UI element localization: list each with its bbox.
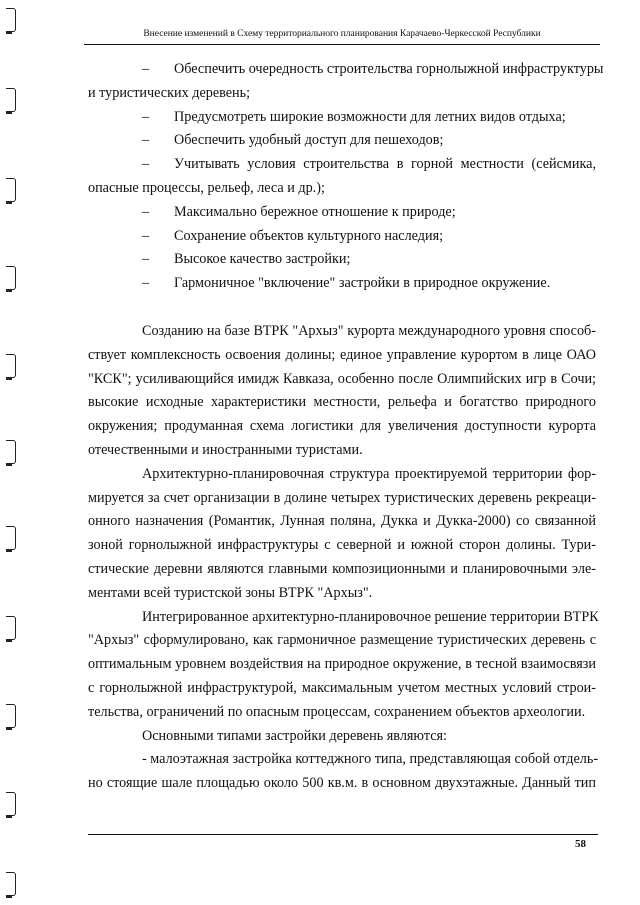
binder-ring	[6, 8, 16, 32]
paragraph-line: высокие исходные характеристики местности, рельефа и богатство природного	[88, 394, 596, 411]
binder-ring	[6, 266, 16, 290]
bullet-dash: –	[142, 132, 150, 149]
paragraph-line: тельства, ограничений по опасным процессам, сохранением объектов археологии.	[88, 703, 586, 720]
paragraph-line: Интегрированное архитектурно-планировочное решение территории ВТРК	[142, 608, 599, 625]
paragraph-line: "Архыз" сформулировано, как гармоничное размещение туристических деревень с	[88, 632, 596, 649]
running-header: Внесение изменений в Схему территориального планирования Карачаево-Черкесской Республики	[143, 28, 541, 39]
bullet-continuation: опасные процессы, рельеф, леса и др.);	[88, 179, 325, 196]
binder-ring	[6, 526, 16, 550]
paragraph-line: окружения; продуманная схема логистики для увеличения доступности курорта	[88, 418, 596, 435]
footer-rule	[88, 834, 598, 835]
paragraph-line: с горнолыжной инфраструктурой, максимальным учетом местных условий строи-	[88, 679, 596, 696]
bullet-dash: –	[142, 203, 150, 220]
bullet-dash: –	[142, 156, 150, 173]
paragraph-line: - малоэтажная застройка коттеджного типа, представляющая собой отдель-	[142, 751, 599, 768]
paragraph-line: ментами всей туристской зоны ВТРК "Архыз".	[88, 584, 373, 601]
binder-ring	[6, 872, 16, 896]
paragraph-line: отечественными и иностранными туристами.	[88, 441, 363, 458]
binder-ring	[6, 792, 16, 816]
bullet-line: – Сохранение объектов культурного наследия;	[88, 225, 596, 249]
bullet-dash: –	[142, 275, 150, 292]
binder-ring	[6, 616, 16, 640]
binder-ring	[6, 704, 16, 728]
paragraph-line: Созданию на базе ВТРК "Архыз" курорта международного уровня способ-	[142, 322, 596, 339]
bullet-line: – Обеспечить очередность строительства горнолыжной инфраструктуры	[88, 58, 596, 82]
bullet-continuation: и туристических деревень;	[88, 84, 251, 101]
binder-ring	[6, 354, 16, 378]
bullet-dash: –	[142, 108, 150, 125]
binder-ring	[6, 88, 16, 112]
paragraph-line: зоной горнолыжной инфраструктуры с северной и южной сторон долины. Тури-	[88, 537, 596, 554]
paragraph-line: оптимальным уровнем воздействия на природное окружение, в тесной взаимосвязи	[88, 656, 596, 673]
bullet-line: – Предусмотреть широкие возможности для летних видов отдыха;	[88, 106, 596, 130]
bullet-dash: –	[142, 227, 150, 244]
bullet-line: – Учитывать условия строительства в горной местности (сейсмика,	[88, 153, 596, 177]
binder-ring	[6, 440, 16, 464]
header-rule	[84, 44, 600, 45]
page-number: 58	[575, 838, 586, 850]
bullet-line: – Обеспечить удобный доступ для пешеходов;	[88, 129, 596, 153]
paragraph-line: мируется за счет организации в долине четырех туристических деревень рекреаци-	[88, 489, 596, 506]
paragraph-line: "КСК"; усиливающийся имидж Кавказа, особенно после Олимпийских игр в Сочи;	[88, 370, 596, 387]
binder-rings	[6, 0, 20, 905]
paragraph-line: стические деревни являются главными композиционными и планировочными эле-	[88, 560, 596, 577]
binder-ring	[6, 178, 16, 202]
paragraph-line: онного назначения (Романтик, Лунная поляна, Дукка и Дукка-2000) со связанной	[88, 513, 596, 530]
paragraph-line: но стоящие шале площадью около 500 кв.м. в основном двухэтажные. Данный тип	[88, 775, 596, 792]
bullet-line: – Гармоничное "включение" застройки в природное окружение.	[88, 272, 596, 296]
bullet-dash: –	[142, 251, 150, 268]
document-body	[88, 58, 604, 796]
bullet-line: – Высокое качество застройки;	[88, 248, 596, 272]
bullet-dash: –	[142, 61, 150, 77]
paragraph-line: ствует комплексность освоения долины; единое управление курортом в лице ОАО	[88, 346, 596, 363]
paragraph-line: Основными типами застройки деревень являются:	[142, 727, 447, 744]
paragraph-line: Архитектурно-планировочная структура проектируемой территории фор-	[142, 465, 596, 482]
bullet-line: – Максимально бережное отношение к природе;	[88, 201, 596, 225]
